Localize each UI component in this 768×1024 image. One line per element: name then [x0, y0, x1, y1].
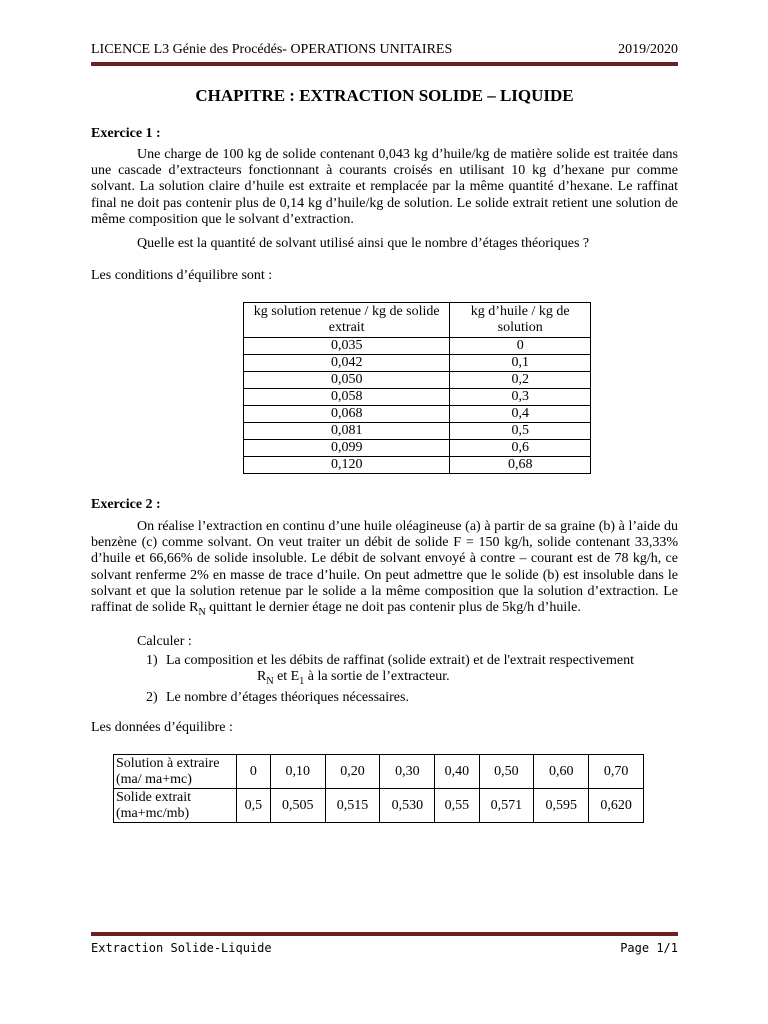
page-number: Page 1/1 [620, 941, 678, 955]
table-cell: 0,571 [479, 789, 534, 823]
table-cell: 0,3 [450, 389, 591, 406]
list-number: 2) [146, 690, 158, 706]
table-cell: 0,1 [450, 355, 591, 372]
table-cell: 0,035 [244, 338, 450, 355]
header-course: LICENCE L3 Génie des Procédés- OPERATIONS UNITAIRES [91, 42, 453, 57]
table-cell: 0,68 [450, 457, 591, 474]
table-row [114, 755, 644, 789]
table-cell: 0,30 [380, 755, 435, 789]
symbol: R [257, 669, 267, 685]
table-row [244, 406, 591, 423]
list-item-text: Le nombre d’étages théoriques nécessaires. [166, 690, 409, 706]
footer-rule [91, 932, 678, 936]
table-row [114, 789, 644, 823]
row-label: Solution à extraire (ma/ ma+mc) [114, 755, 237, 789]
exercise-1-title: Exercice 1 : [91, 126, 161, 141]
table-header-row [244, 303, 591, 338]
table-cell: 0,050 [244, 372, 450, 389]
subscript: 1 [299, 676, 305, 687]
exercise-2-equilibrium-label: Les données d’équilibre : [91, 720, 233, 735]
equilibrium-table-1 [243, 302, 591, 474]
list-item [91, 653, 678, 690]
exercise-2-calc-label: Calculer : [137, 634, 192, 649]
table-cell: 0,042 [244, 355, 450, 372]
row-label: Solide extrait (ma+mc/mb) [114, 789, 237, 823]
table-cell: 0,099 [244, 440, 450, 457]
exercise-2-title: Exercice 2 : [91, 497, 161, 512]
table-cell: 0,50 [479, 755, 534, 789]
table-row [244, 423, 591, 440]
table-cell: 0,4 [450, 406, 591, 423]
header-year: 2019/2020 [618, 42, 678, 57]
exercise-1-equilibrium-label: Les conditions d’équilibre sont : [91, 268, 273, 283]
list-number: 1) [146, 653, 158, 668]
table-row [244, 457, 591, 474]
exercise-2-statement [91, 519, 678, 621]
table-row [244, 440, 591, 457]
list-item-text-cont [166, 669, 678, 690]
table-cell: 0,6 [450, 440, 591, 457]
table-row [244, 389, 591, 406]
table-cell: 0,5 [237, 789, 271, 823]
table-cell: 0,70 [589, 755, 644, 789]
chapter-title: CHAPITRE : EXTRACTION SOLIDE – LIQUIDE [195, 86, 574, 105]
header-rule [91, 62, 678, 66]
table-row [244, 338, 591, 355]
statement-text-end: quittant le dernier étage ne doit pas contenir plus de 5kg/h d’huile. [205, 600, 581, 616]
table-header-cell: kg d’huile / kg de solution [450, 303, 591, 338]
table-cell: 0,10 [270, 755, 325, 789]
list-item-text-end: à la sortie de l’extracteur. [304, 669, 450, 685]
table-cell: 0,515 [325, 789, 380, 823]
equilibrium-table-2 [113, 754, 644, 823]
table-cell: 0,120 [244, 457, 450, 474]
table-cell: 0 [237, 755, 271, 789]
symbol: et E [273, 669, 300, 685]
table-row [244, 372, 591, 389]
table-header-cell: kg solution retenue / kg de solide extrait [244, 303, 450, 338]
table-cell: 0,530 [380, 789, 435, 823]
table-cell: 0,595 [534, 789, 589, 823]
table-cell: 0,505 [270, 789, 325, 823]
table-cell: 0,068 [244, 406, 450, 423]
page-header [91, 42, 678, 62]
list-item [91, 690, 678, 706]
list-item-text: La composition et les débits de raffinat (solide extrait) et de l'extrait respectivement [166, 653, 634, 668]
table-cell: 0,2 [450, 372, 591, 389]
statement-text: On réalise l’extraction en continu d’une huile oléagineuse (a) à partir de sa graine (b) à l’aide du benzène (c) comme solvant. On veut traiter un débit de solide F = 150 kg/h, solide contenant 33,33% d’huile et 66,66% de solide insoluble. Le débit de solvant envoyé à contre – courant est de 78 kg/h, ce solvant renferme 2% en masse de trace d’huile. On peut admettre que le solide (b) est insoluble dans le solvant et que la solution retenue par le solide a la même composition que la solution d’extraction. Le raffinat de solide R [91, 519, 678, 616]
table-cell: 0,081 [244, 423, 450, 440]
table-cell: 0,40 [435, 755, 479, 789]
subscript: N [266, 676, 274, 687]
table-cell: 0 [450, 338, 591, 355]
exercise-1-question: Quelle est la quantité de solvant utilisé ainsi que le nombre d’étages théoriques ? [137, 236, 590, 251]
footer-title: Extraction Solide-Liquide [91, 941, 272, 955]
table-row [244, 355, 591, 372]
table-cell: 0,058 [244, 389, 450, 406]
table-cell: 0,20 [325, 755, 380, 789]
table-cell: 0,55 [435, 789, 479, 823]
exercise-2-task-list [91, 653, 678, 706]
table-cell: 0,5 [450, 423, 591, 440]
table-cell: 0,60 [534, 755, 589, 789]
subscript: N [198, 606, 206, 618]
exercise-1-statement: Une charge de 100 kg de solide contenant 0,043 kg d’huile/kg de matière solide est traitée dans une cascade d’extracteurs fonctionnant à courants croisés en utilisant 10 kg d’hexane pur comme solvant. La solution claire d’huile est extraite et remplacée par la même quantité d’hexane. Le raffinat final ne doit pas contenir plus de 0,14 kg d’huile/kg de solution. Le solide extrait retient une solution de même composition que le solvant d’extraction. [91, 147, 678, 227]
table-cell: 0,620 [589, 789, 644, 823]
